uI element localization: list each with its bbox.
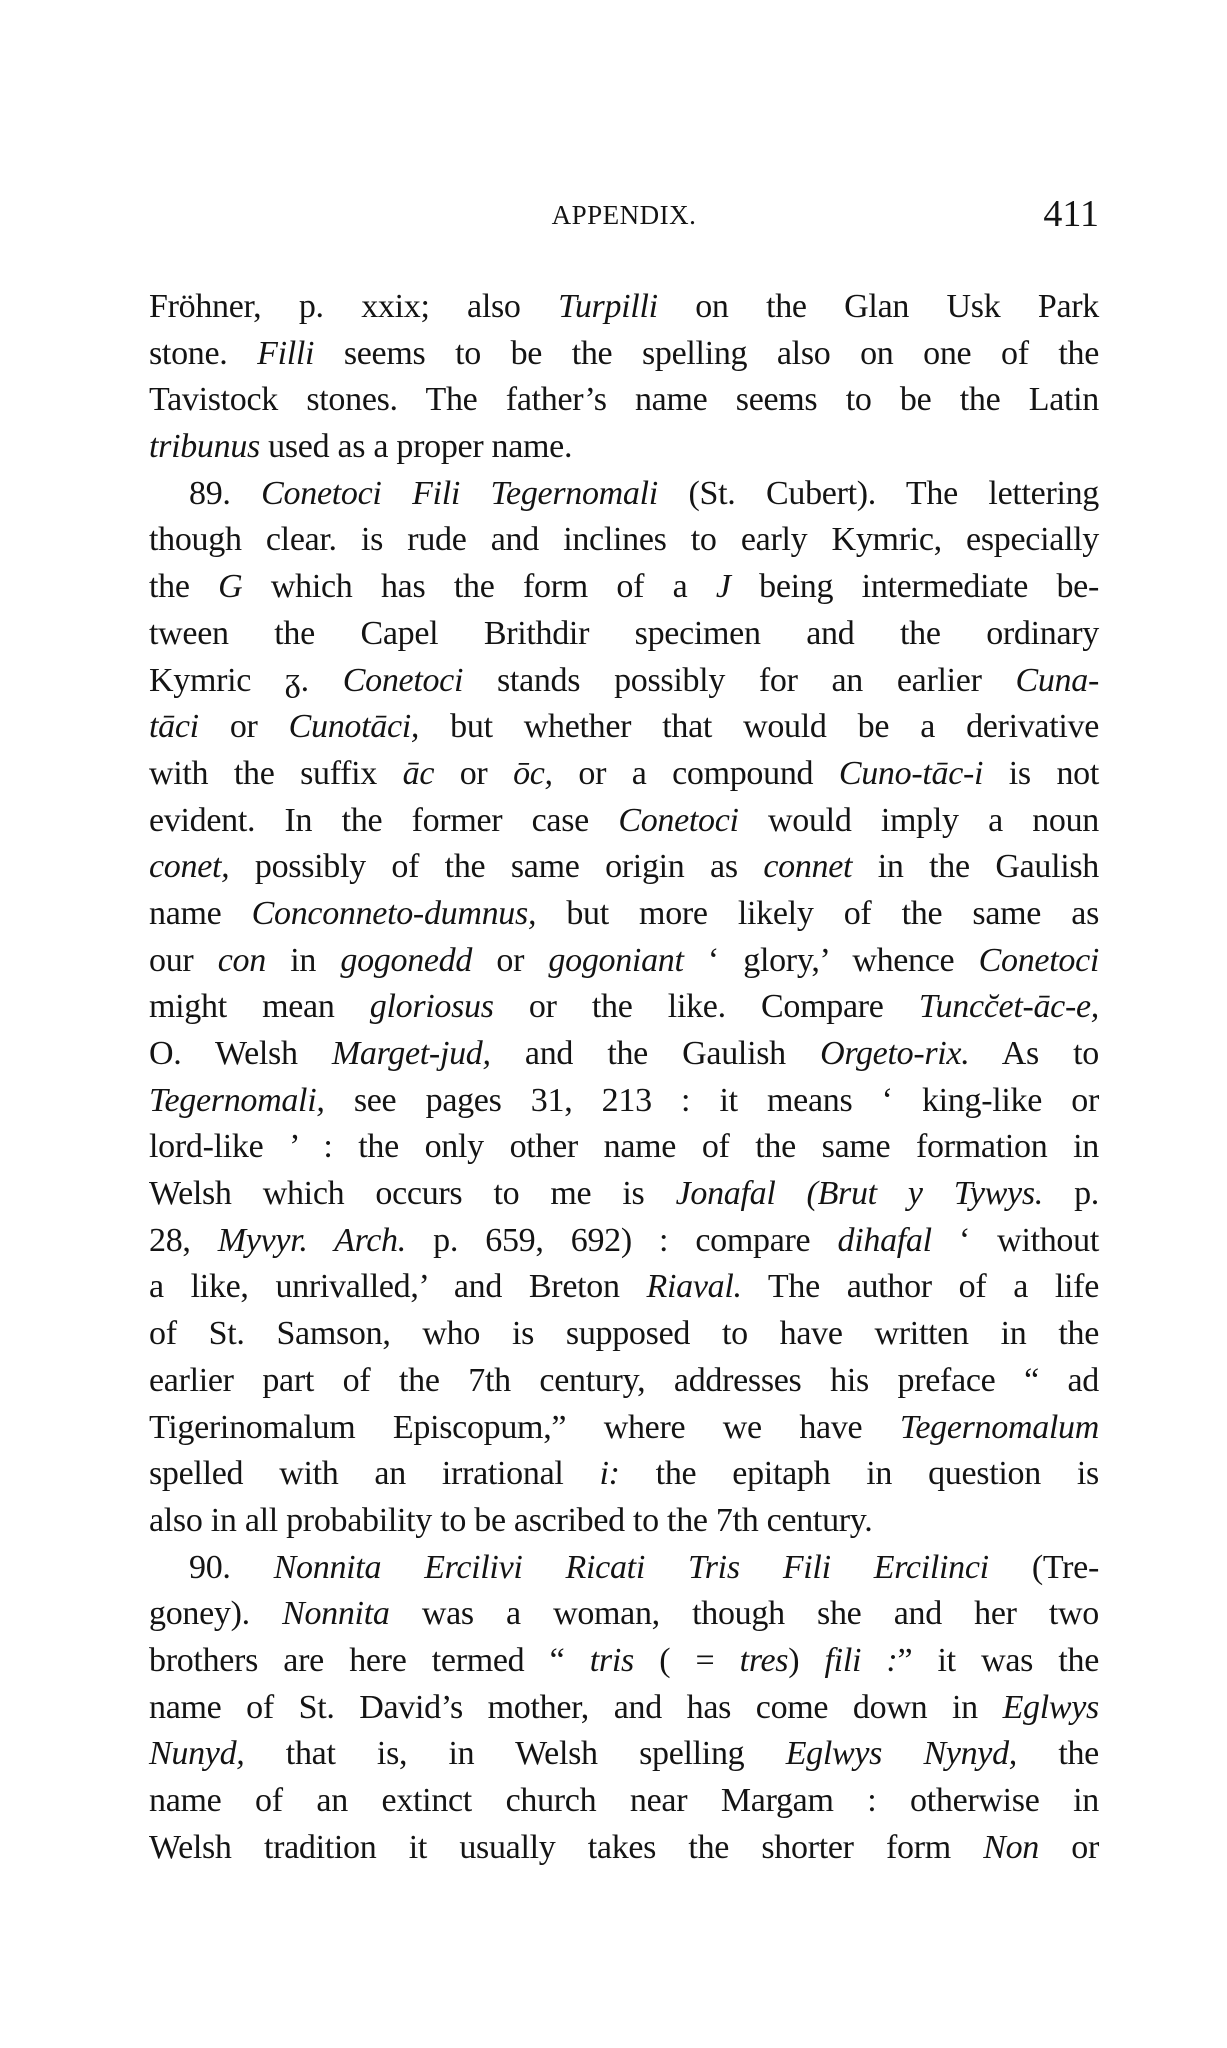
text-line	[149, 1778, 1099, 1825]
text-run: but more likely of the same as	[536, 894, 1099, 932]
italic-text: gogonedd	[340, 941, 473, 979]
italic-text: ōc,	[513, 754, 553, 792]
italic-text: Conetoci	[978, 941, 1100, 979]
text-line	[149, 1825, 1099, 1872]
text-line	[149, 1311, 1099, 1358]
running-head-title: APPENDIX.	[551, 200, 697, 230]
italic-text: Conetoci Fili Tegernomali	[261, 474, 658, 512]
italic-text: tris	[589, 1641, 634, 1679]
italic-text: tres	[739, 1641, 789, 1679]
text-run: ‘ glory,’ whence	[683, 941, 979, 979]
text-line	[149, 1124, 1099, 1171]
text-run: or the like. Compare	[493, 988, 919, 1026]
text-run: our	[149, 941, 218, 979]
text-run: also in all probability to be ascribed to the 7th century.	[149, 1501, 873, 1539]
text-run: which has the form of a	[242, 568, 716, 606]
italic-text: Eglwys	[1002, 1688, 1099, 1726]
italic-text: Eglwys Nynyd,	[785, 1735, 1017, 1773]
text-run: brothers are here termed “	[149, 1641, 590, 1679]
text-run: Welsh which occurs to me is	[149, 1175, 676, 1213]
text-run: Kymric ᵹ.	[149, 661, 343, 699]
text-run: possibly of the same origin as	[229, 848, 764, 886]
text-run: The author of a life	[741, 1268, 1099, 1306]
text-run: 89.	[189, 474, 262, 512]
running-head	[149, 192, 1099, 236]
text-run: in	[265, 941, 341, 979]
text-line	[149, 284, 1099, 331]
italic-text: Riaval.	[646, 1268, 742, 1306]
text-line	[149, 704, 1099, 751]
text-run: on the Glan Usk Park	[657, 288, 1099, 325]
italic-text: Conconneto-dumnus,	[251, 894, 537, 932]
text-run: was a woman, though she and her two	[389, 1595, 1100, 1633]
text-run: seems to be the spelling also on one of the	[314, 334, 1099, 372]
italic-text: āc	[402, 754, 435, 792]
italic-text: fili :	[824, 1641, 898, 1679]
text-run: in the Gaulish	[852, 848, 1099, 886]
text-run: being intermediate be-	[730, 568, 1099, 606]
text-run: ‘ without	[931, 1221, 1099, 1259]
text-line	[149, 1171, 1099, 1218]
italic-text: gloriosus	[369, 988, 494, 1026]
text-run: or	[198, 708, 289, 746]
italic-text: Jonafal (Brut y Tywys.	[675, 1175, 1043, 1213]
italic-text: Nonnita Ercilivi Ricati Tris Fili Ercilinci	[273, 1548, 989, 1586]
text-line	[149, 331, 1099, 378]
italic-text: Filli	[257, 334, 315, 372]
text-run: ” it was the	[897, 1641, 1099, 1679]
text-run: p. 659, 692) : compare	[405, 1221, 838, 1259]
text-run: stone.	[149, 334, 258, 372]
italic-text: Nunyd,	[149, 1735, 245, 1773]
italic-text: Turpilli	[558, 288, 658, 325]
text-run: though clear. is rude and inclines to early Kymric, especially	[149, 521, 1099, 559]
text-line	[149, 1685, 1099, 1732]
text-run: evident. In the former case	[149, 801, 619, 839]
italic-text: J	[715, 568, 731, 606]
text-run: with the suffix	[149, 754, 403, 792]
text-run: the	[149, 568, 219, 606]
text-run: Fröhner, p. xxix; also	[149, 288, 559, 325]
text-line	[149, 1591, 1099, 1638]
text-run: see pages 31, 213 : it means ‘ king-like or	[324, 1081, 1099, 1119]
text-run: or a compound	[552, 754, 839, 792]
italic-text: Tuncc̆et-āc-e,	[918, 988, 1099, 1026]
text-line	[149, 1451, 1099, 1498]
text-line	[149, 1078, 1099, 1125]
text-run: (Tre-	[988, 1548, 1099, 1586]
italic-text: gogoniant	[548, 941, 684, 979]
text-line	[149, 1405, 1099, 1452]
text-run: the	[1017, 1735, 1099, 1773]
text-line	[149, 1264, 1099, 1311]
italic-text: i:	[599, 1455, 620, 1493]
italic-text: Conetoci	[618, 801, 739, 839]
text-line	[149, 611, 1099, 658]
italic-text: Cuno-tāc-i	[838, 754, 984, 792]
italic-text: Cunotāci,	[288, 708, 420, 746]
italic-text: tribunus	[149, 428, 260, 466]
text-line	[149, 471, 1099, 518]
body-text	[149, 284, 1099, 1871]
text-run: name	[149, 894, 252, 932]
text-line	[149, 377, 1099, 424]
text-run: is not	[983, 754, 1099, 792]
text-run: )	[788, 1641, 825, 1679]
text-run: spelled with an irrational	[149, 1455, 600, 1493]
text-run: Tigerinomalum Episcopum,” where we have	[149, 1408, 900, 1446]
italic-text: conet,	[149, 848, 230, 886]
text-run: name of St. David’s mother, and has come down in	[149, 1688, 1003, 1726]
text-line	[149, 751, 1099, 798]
text-line	[149, 1545, 1099, 1592]
text-line	[149, 517, 1099, 564]
italic-text: Tegernomali,	[149, 1081, 325, 1119]
text-run: the epitaph in question is	[619, 1455, 1099, 1493]
text-run: would imply a noun	[738, 801, 1100, 839]
italic-text: Non	[983, 1828, 1039, 1866]
text-run: of St. Samson, who is supposed to have written in the	[149, 1315, 1099, 1353]
italic-text: con	[217, 941, 266, 979]
text-run: and the Gaulish	[490, 1035, 821, 1072]
text-run: or	[1038, 1828, 1099, 1866]
text-run: As to	[969, 1035, 1099, 1072]
italic-text: Cuna-	[1015, 661, 1099, 699]
text-run: earlier part of the 7th century, addresses his preface “ ad	[149, 1361, 1099, 1399]
text-run: stands possibly for an earlier	[463, 661, 1016, 699]
text-line	[149, 1358, 1099, 1405]
text-run: name of an extinct church near Margam : otherwise in	[149, 1782, 1099, 1819]
text-line	[149, 564, 1099, 611]
text-run: 90.	[189, 1548, 274, 1586]
text-run: 28,	[149, 1221, 218, 1259]
text-run: might mean	[149, 988, 370, 1026]
text-line	[149, 1638, 1099, 1685]
page-number: 411	[1043, 193, 1099, 235]
text-line	[149, 844, 1099, 891]
text-run: Tavistock stones. The father’s name seems to be the Latin	[149, 381, 1099, 419]
italic-text: Tegernomalum	[899, 1408, 1099, 1446]
italic-text: Conetoci	[342, 661, 464, 699]
text-run: tween the Capel Brithdir specimen and the ordinary	[149, 614, 1099, 652]
text-line	[149, 798, 1099, 845]
text-line	[149, 984, 1099, 1031]
text-run: O. Welsh	[149, 1035, 332, 1072]
italic-text: tāci	[149, 708, 199, 746]
text-run: that is, in Welsh spelling	[244, 1735, 786, 1773]
text-run: goney).	[149, 1595, 283, 1633]
text-run: (St. Cubert). The lettering	[657, 474, 1100, 512]
italic-text: Marget-jud,	[331, 1035, 491, 1072]
text-line	[149, 424, 1099, 471]
italic-text: Myvyr. Arch.	[217, 1221, 406, 1259]
text-line	[149, 1731, 1099, 1778]
text-line	[149, 891, 1099, 938]
italic-text: Orgeto-rix.	[820, 1035, 970, 1072]
text-run: lord-like ’ : the only other name of the same formation in	[149, 1128, 1099, 1166]
text-run: or	[472, 941, 549, 979]
text-line	[149, 1031, 1099, 1078]
italic-text: connet	[763, 848, 853, 886]
text-run: ( =	[633, 1641, 740, 1679]
text-line	[149, 658, 1099, 705]
text-line	[149, 1498, 1099, 1545]
text-run: p.	[1042, 1175, 1099, 1213]
text-run: or	[434, 754, 514, 792]
text-line	[149, 938, 1099, 985]
text-run: but whether that would be a derivative	[419, 708, 1100, 746]
italic-text: dihafal	[837, 1221, 932, 1259]
italic-text: G	[218, 568, 243, 606]
text-line	[149, 1218, 1099, 1265]
text-run: a like, unrivalled,’ and Breton	[149, 1268, 647, 1306]
italic-text: Nonnita	[282, 1595, 390, 1633]
text-run: Welsh tradition it usually takes the shorter form	[149, 1828, 984, 1866]
text-run: used as a proper name.	[259, 428, 573, 466]
